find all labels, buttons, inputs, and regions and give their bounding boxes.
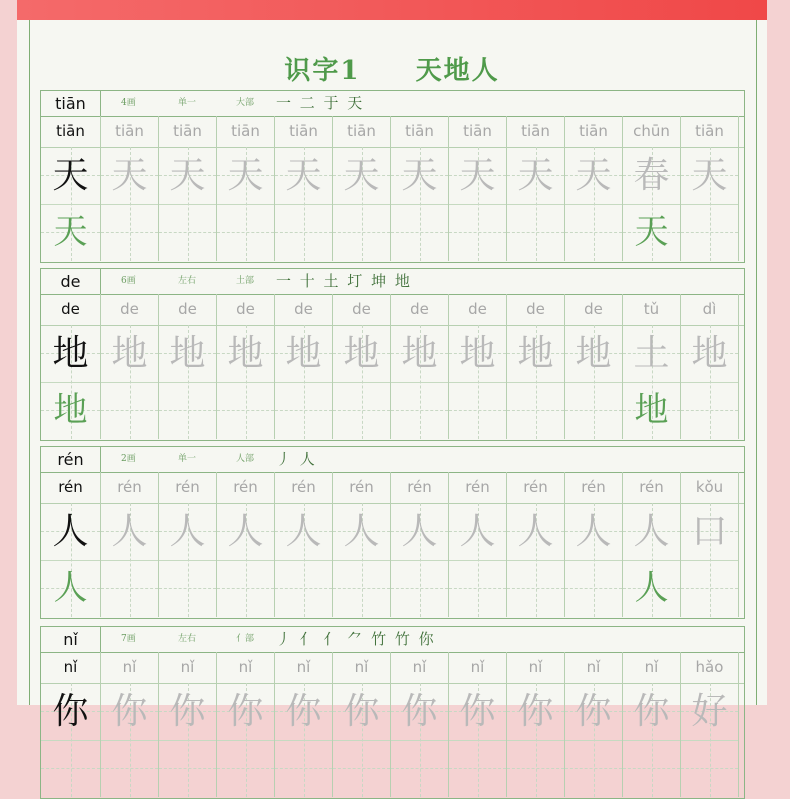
pinyin-trace: nǐ — [333, 652, 391, 683]
pinyin-trace: de — [449, 294, 507, 325]
pinyin-trace: nǐ — [159, 652, 217, 683]
info-row — [41, 91, 744, 117]
writing-cell[interactable] — [565, 325, 623, 439]
pinyin-row — [41, 472, 744, 504]
writing-cell[interactable] — [333, 683, 391, 797]
pinyin-label: tiān — [41, 91, 101, 116]
structure-label: 单一 — [178, 98, 197, 108]
writing-cell[interactable] — [391, 503, 449, 617]
trace-character: 天 — [285, 155, 322, 196]
writing-cell[interactable] — [159, 147, 217, 261]
character-block — [40, 90, 745, 263]
writing-cell[interactable] — [217, 503, 275, 617]
pinyin-trace: rén — [507, 472, 565, 503]
trace-character: 天 — [517, 155, 554, 196]
trace-character: 天 — [459, 155, 496, 196]
stroke-count: 4画 — [121, 98, 136, 108]
pinyin-model: de — [41, 294, 101, 325]
radical-label: 人部 — [236, 454, 255, 464]
lower-character: 天 — [634, 212, 669, 252]
trace-character: 地 — [517, 333, 554, 374]
trace-character: 人 — [111, 511, 148, 552]
trace-character: 你 — [575, 691, 612, 732]
pinyin-trace: rén — [159, 472, 217, 503]
writing-cell[interactable] — [681, 683, 739, 797]
pinyin-trace: nǐ — [449, 652, 507, 683]
pinyin-trace: de — [275, 294, 333, 325]
pinyin-trace: nǐ — [275, 652, 333, 683]
trace-character: 人 — [227, 511, 264, 552]
trace-character: 人 — [459, 511, 496, 552]
trace-character: 人 — [633, 511, 670, 552]
pinyin-label: de — [41, 269, 101, 294]
lower-character: 人 — [53, 568, 88, 608]
pinyin-trace: de — [507, 294, 565, 325]
pinyin-trace: tiān — [333, 116, 391, 147]
lesson-characters: 天地人 — [415, 56, 500, 86]
radical-label: 大部 — [236, 98, 255, 108]
trace-character: 地 — [285, 333, 322, 374]
pinyin-trace: rén — [333, 472, 391, 503]
model-character: 人 — [52, 511, 89, 552]
writing-cell[interactable] — [101, 147, 159, 261]
trace-character: 土 — [633, 333, 670, 374]
trace-character: 天 — [401, 155, 438, 196]
writing-cell[interactable] — [275, 503, 333, 617]
writing-grid — [41, 503, 744, 617]
trace-character: 你 — [343, 691, 380, 732]
lower-character: 人 — [634, 568, 669, 608]
radical-label: 土部 — [236, 276, 255, 286]
trace-character: 天 — [343, 155, 380, 196]
trace-character: 你 — [227, 691, 264, 732]
trace-character: 地 — [691, 333, 728, 374]
lower-character: 地 — [634, 390, 669, 430]
stroke-count: 6画 — [121, 276, 136, 286]
writing-cell[interactable] — [41, 147, 101, 261]
trace-character: 地 — [343, 333, 380, 374]
trace-character: 你 — [111, 691, 148, 732]
writing-grid — [41, 683, 744, 797]
writing-cell[interactable] — [101, 683, 159, 797]
trace-character: 地 — [401, 333, 438, 374]
page-title — [17, 50, 767, 87]
trace-character: 天 — [227, 155, 264, 196]
pinyin-trace: tiān — [507, 116, 565, 147]
writing-cell[interactable] — [333, 325, 391, 439]
lower-character: 天 — [53, 212, 88, 252]
model-character: 天 — [52, 155, 89, 196]
lower-character: 地 — [53, 390, 88, 430]
writing-cell[interactable] — [565, 503, 623, 617]
writing-cell[interactable] — [217, 147, 275, 261]
trace-character: 你 — [285, 691, 322, 732]
pinyin-trace: nǐ — [391, 652, 449, 683]
trace-character: 天 — [691, 155, 728, 196]
pinyin-trace: tǔ — [623, 294, 681, 325]
pinyin-trace: rén — [275, 472, 333, 503]
pinyin-trace: nǐ — [217, 652, 275, 683]
pinyin-trace: nǐ — [565, 652, 623, 683]
pinyin-trace: tiān — [681, 116, 739, 147]
writing-cell[interactable] — [101, 325, 159, 439]
trace-character: 地 — [459, 333, 496, 374]
pinyin-trace: tiān — [101, 116, 159, 147]
trace-character: 天 — [111, 155, 148, 196]
trace-character: 人 — [169, 511, 206, 552]
trace-character: 你 — [169, 691, 206, 732]
stroke-order: 丿 人 — [276, 450, 317, 468]
writing-cell[interactable] — [507, 503, 565, 617]
writing-cell[interactable] — [391, 147, 449, 261]
stroke-order: 一 十 土 圢 坤 地 — [276, 272, 412, 290]
trace-character: 口 — [691, 511, 728, 552]
pinyin-trace: tiān — [565, 116, 623, 147]
model-character: 地 — [52, 333, 89, 374]
pinyin-trace: nǐ — [507, 652, 565, 683]
writing-cell[interactable] — [681, 503, 739, 617]
pinyin-trace: dì — [681, 294, 739, 325]
writing-cell[interactable] — [449, 325, 507, 439]
pinyin-trace: rén — [217, 472, 275, 503]
writing-cell[interactable] — [217, 683, 275, 797]
writing-grid — [41, 147, 744, 261]
writing-cell[interactable] — [275, 325, 333, 439]
trace-character: 地 — [575, 333, 612, 374]
structure-label: 左右 — [178, 634, 197, 644]
stroke-count: 7画 — [121, 634, 136, 644]
writing-cell[interactable] — [275, 147, 333, 261]
writing-grid — [41, 325, 744, 439]
writing-cell[interactable] — [449, 147, 507, 261]
writing-cell[interactable] — [217, 325, 275, 439]
pinyin-row — [41, 116, 744, 148]
writing-cell[interactable] — [449, 683, 507, 797]
writing-cell[interactable] — [565, 683, 623, 797]
pinyin-trace: tiān — [391, 116, 449, 147]
trace-character: 人 — [575, 511, 612, 552]
top-banner — [17, 0, 767, 20]
pinyin-label: rén — [41, 447, 101, 472]
trace-character: 天 — [169, 155, 206, 196]
writing-cell[interactable] — [101, 503, 159, 617]
writing-cell[interactable] — [159, 325, 217, 439]
pinyin-row — [41, 652, 744, 684]
writing-cell[interactable] — [391, 683, 449, 797]
structure-label: 单一 — [178, 454, 197, 464]
writing-cell[interactable] — [681, 325, 739, 439]
trace-character: 人 — [285, 511, 322, 552]
pinyin-trace: nǐ — [101, 652, 159, 683]
trace-character: 你 — [459, 691, 496, 732]
character-block — [40, 626, 745, 799]
writing-cell[interactable] — [449, 503, 507, 617]
writing-cell[interactable] — [507, 683, 565, 797]
writing-cell[interactable] — [275, 683, 333, 797]
pinyin-trace: chūn — [623, 116, 681, 147]
trace-character: 天 — [575, 155, 612, 196]
model-character: 你 — [52, 691, 89, 732]
pinyin-trace: nǐ — [623, 652, 681, 683]
writing-cell[interactable] — [623, 683, 681, 797]
trace-character: 你 — [517, 691, 554, 732]
writing-cell[interactable] — [333, 147, 391, 261]
pinyin-trace: tiān — [449, 116, 507, 147]
pinyin-model: rén — [41, 472, 101, 503]
trace-character: 好 — [691, 691, 728, 732]
pinyin-label: nǐ — [41, 627, 101, 652]
stroke-order: 丿 亻 亻 ⺈ 竹 竹 你 — [276, 630, 436, 648]
writing-cell[interactable] — [159, 503, 217, 617]
pinyin-model: nǐ — [41, 652, 101, 683]
trace-character: 地 — [111, 333, 148, 374]
pinyin-model: tiān — [41, 116, 101, 147]
pinyin-trace: tiān — [275, 116, 333, 147]
radical-label: 亻部 — [236, 634, 255, 644]
writing-cell[interactable] — [41, 503, 101, 617]
writing-cell[interactable] — [333, 503, 391, 617]
pinyin-trace: de — [391, 294, 449, 325]
trace-character: 人 — [517, 511, 554, 552]
pinyin-trace: rén — [565, 472, 623, 503]
pinyin-trace: rén — [449, 472, 507, 503]
stroke-count: 2画 — [121, 454, 136, 464]
lesson-number: 识字1 — [284, 56, 361, 86]
writing-cell[interactable] — [623, 147, 681, 261]
trace-character: 你 — [633, 691, 670, 732]
character-block — [40, 268, 745, 441]
writing-cell[interactable] — [41, 325, 101, 439]
writing-cell[interactable] — [565, 147, 623, 261]
pinyin-trace: de — [217, 294, 275, 325]
info-row — [41, 447, 744, 473]
pinyin-trace: tiān — [217, 116, 275, 147]
pinyin-trace: kǒu — [681, 472, 739, 503]
pinyin-trace: rén — [101, 472, 159, 503]
structure-label: 左右 — [178, 276, 197, 286]
pinyin-trace: tiān — [159, 116, 217, 147]
pinyin-trace: rén — [391, 472, 449, 503]
writing-cell[interactable] — [623, 325, 681, 439]
trace-character: 春 — [633, 155, 670, 196]
writing-cell[interactable] — [681, 147, 739, 261]
trace-character: 人 — [343, 511, 380, 552]
stroke-order: 一 二 于 天 — [276, 94, 365, 112]
writing-cell[interactable] — [41, 683, 101, 797]
pinyin-trace: hǎo — [681, 652, 739, 683]
pinyin-trace: de — [159, 294, 217, 325]
pinyin-row — [41, 294, 744, 326]
info-row — [41, 269, 744, 295]
pinyin-trace: de — [565, 294, 623, 325]
pinyin-trace: rén — [623, 472, 681, 503]
worksheet-page — [17, 20, 767, 732]
trace-character: 地 — [169, 333, 206, 374]
trace-character: 地 — [227, 333, 264, 374]
writing-cell[interactable] — [623, 503, 681, 617]
writing-cell[interactable] — [391, 325, 449, 439]
writing-cell[interactable] — [507, 325, 565, 439]
pinyin-trace: de — [333, 294, 391, 325]
pinyin-trace: de — [101, 294, 159, 325]
trace-character: 你 — [401, 691, 438, 732]
info-row — [41, 627, 744, 653]
writing-cell[interactable] — [507, 147, 565, 261]
trace-character: 人 — [401, 511, 438, 552]
character-block — [40, 446, 745, 619]
writing-cell[interactable] — [159, 683, 217, 797]
